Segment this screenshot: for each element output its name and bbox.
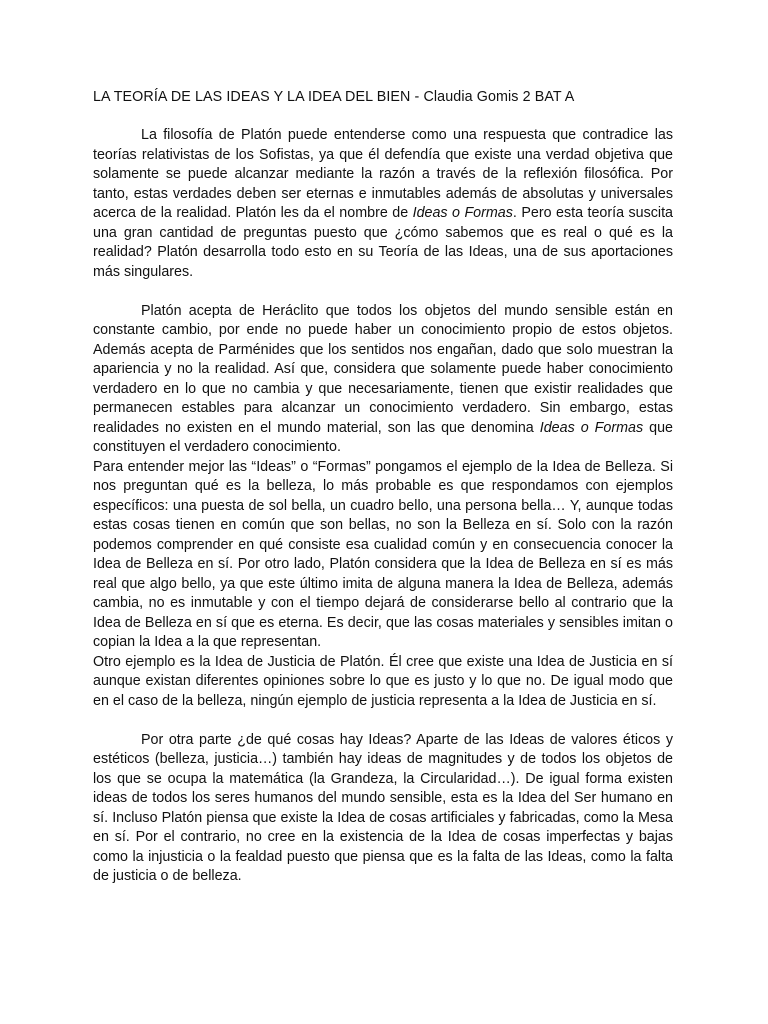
- paragraph-1-text: La filosofía de Platón puede entenderse como una respuesta que contradice las teorías relativistas de los Sofistas, ya que él defendía que existe una verdad objetiva que solamente se puede alcanzar mediante la razón a través de la reflexión filosófica. Por tanto, estas verdades deben ser eternas e inmutables además de absolutas y universales acerca de la realidad. Platón les da el nombre de: [93, 127, 673, 221]
- document-body: [93, 126, 673, 887]
- paragraph-2-text: Platón acepta de Heráclito que todos los objetos del mundo sensible están en constante cambio, por ende no puede haber un conocimiento propio de estos objetos. Además acepta de Parménides que los sentidos nos engañan, dado que solo muestran la apariencia y no la realidad. Así que, considera que solamente puede haber conocimiento verdadero en lo que no cambia y que necesariamente, tienen que existir realidades que permanecen estables para alcanzar un conocimiento verdadero. Sin embargo, estas realidades no existen en el mundo material, son las que denomina: [93, 302, 673, 436]
- paragraph-4-text: Otro ejemplo es la Idea de Justicia de Platón. Él cree que existe una Idea de Justicia en sí aunque existan diferentes opiniones sobre lo que es justo y lo que no. De igual modo que en el caso de la belleza, ningún ejemplo de justicia representa a la Idea de Justicia en sí.: [93, 653, 673, 709]
- paragraph-5-text: Por otra parte ¿de qué cosas hay Ideas? Aparte de las Ideas de valores éticos y estéticos (belleza, justicia…) también hay ideas de magnitudes y de todos los objetos de los que se ocupa la matemática (la Grandeza, la Circularidad…). De igual forma existen ideas de todos los seres humanos del mundo sensible, esta es la Idea del Ser humano en sí. Incluso Platón piensa que existe la Idea de cosas artificiales y fabricadas, como la Mesa en sí. Por el contrario, no cree en la existencia de la Idea de cosas imperfectas y bajas como la injusticia o la fealdad puesto que piensa que es la falta de las Ideas, como la falta de justicia o de belleza.: [93, 731, 673, 884]
- paragraph-3-text: Para entender mejor las “Ideas” o “Formas” pongamos el ejemplo de la Idea de Belleza. Si nos preguntan qué es la belleza, lo más probable es que respondamos con ejemplos específicos: una puesta de sol bella, un cuadro bello, una persona bella… Y, aunque todas estas cosas tienen en común que son bellas, no son la Belleza en sí. Solo con la razón podemos comprender en qué consiste esa cualidad común y en consecuencia conocer la Idea de Belleza en sí. Por otro lado, Platón considera que la Idea de Belleza en sí es más real que algo bello, ya que este último imita de alguna manera la Idea de Belleza, además cambia, no es inmutable y con el tiempo dejará de considerarse bello al contrario que la Idea de Belleza en sí que es eterna. Es decir, que las cosas materiales y sensibles imitan o copian la Idea a la que representan.: [93, 458, 673, 650]
- paragraph-2-text-end: que constituyen el verdadero conocimiento.: [93, 419, 673, 455]
- paragraph-4: [93, 653, 673, 712]
- paragraph-5: [93, 731, 673, 887]
- paragraph-1-italic-term: Ideas o Formas: [412, 205, 513, 221]
- paragraph-3: [93, 458, 673, 653]
- paragraph-1-text-end: . Pero esta teoría suscita una gran cantidad de preguntas puesto que ¿cómo sabemos que es real o qué es la realidad? Platón desarrolla todo esto en su Teoría de las Ideas, una de sus aportaciones más singulares.: [93, 205, 674, 280]
- paragraph-2: [93, 302, 673, 458]
- document-title: LA TEORÍA DE LAS IDEAS Y LA IDEA DEL BIEN - Claudia Gomis 2 BAT A: [93, 89, 575, 105]
- paragraph-2-italic-term: Ideas o Formas: [539, 419, 644, 436]
- paragraph-1: [93, 126, 673, 282]
